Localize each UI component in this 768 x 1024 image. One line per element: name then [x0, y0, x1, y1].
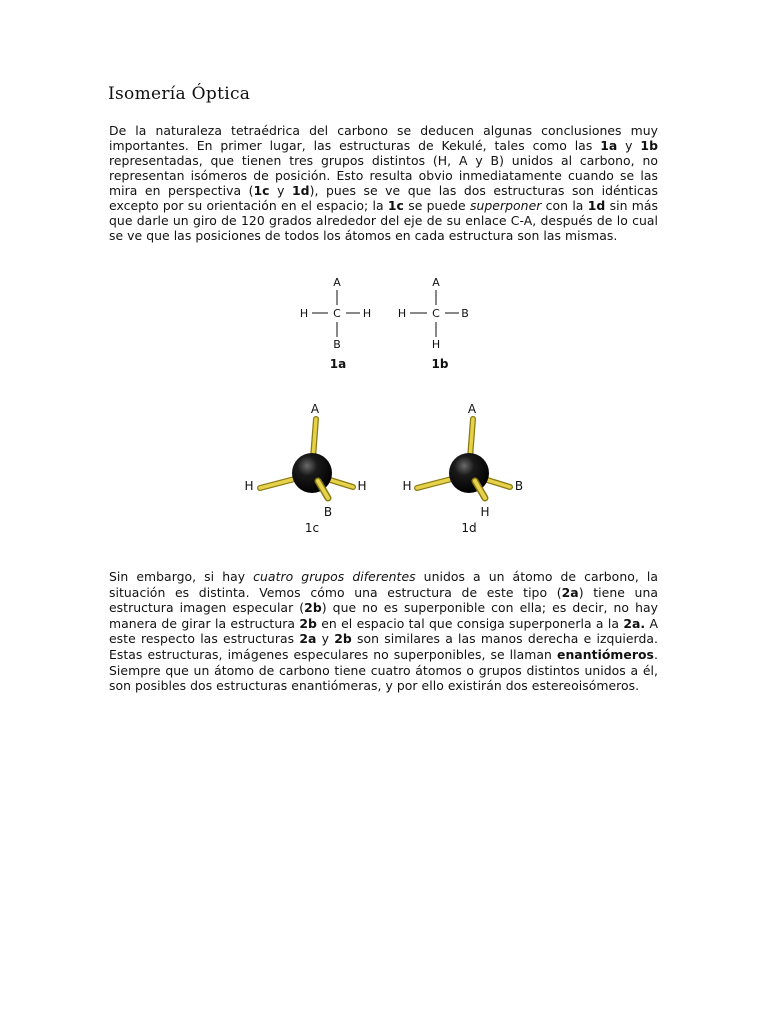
bold-text-run: 1a	[600, 138, 618, 153]
atom-right-label: B	[461, 307, 469, 320]
carbon-atom-ball	[449, 453, 489, 493]
text-run: sin más que darle un giro de 120 grados alrededor del eje de su enlace C-A, después de lo cual se ve que las posiciones de todos los átomos en cada estructura son las mismas.	[109, 198, 658, 243]
atom-right-label: H	[357, 479, 367, 493]
atom-bottom-label: H	[431, 338, 441, 351]
bold-text-run: 1b	[640, 138, 658, 153]
structure-caption: 1b	[431, 357, 449, 371]
bold-text-run: 2b	[304, 600, 322, 616]
page-title: Isomería Óptica	[108, 84, 251, 104]
bold-text-run: 1c	[387, 198, 404, 213]
bold-text-run: 2b	[299, 615, 317, 631]
text-run: Sin embargo, si hay	[109, 569, 254, 584]
text-run: en el espacio tal que consiga superponerla a la	[316, 615, 624, 631]
kekule-structures-figure	[290, 272, 490, 372]
paragraph-intro	[109, 123, 658, 243]
bold-text-run: 2a	[299, 631, 317, 647]
structure-caption: 1d	[461, 521, 477, 535]
atom-left-label: H	[402, 479, 412, 493]
text-run: ) tiene una estructura imagen especular (	[109, 584, 658, 616]
atom-center-label: C	[333, 307, 341, 320]
text-run: se puede	[403, 198, 470, 213]
atom-right-label: B	[514, 479, 524, 493]
text-run: con la	[541, 198, 588, 213]
text-run: y	[316, 631, 335, 647]
structure-1a	[300, 276, 371, 371]
structure-caption: 1c	[304, 521, 320, 535]
carbon-atom-ball	[292, 453, 332, 493]
text-run: y	[269, 183, 292, 198]
atom-center-label: C	[432, 307, 440, 320]
bold-text-run: 2a.	[623, 615, 646, 631]
atom-top-label: A	[432, 276, 440, 289]
text-run: A este respecto las estructuras	[109, 615, 658, 647]
bold-text-run: 1d	[587, 198, 606, 213]
atom-bottom-label: B	[323, 505, 333, 519]
bold-text-run: 1c	[253, 183, 270, 198]
atom-top-label: A	[310, 402, 320, 416]
text-run: y	[617, 138, 641, 153]
text-run: De la naturaleza tetraédrica del carbono se deducen algunas conclusiones muy importantes. En primer lugar, las estructuras de Kekulé, tales como las	[109, 123, 658, 153]
text-run: ) que no es superponible con ella; es decir, no hay manera de girar la estructura	[109, 600, 658, 631]
atom-left-label: H	[397, 307, 407, 320]
text-run: representadas, que tienen tres grupos distintos (H, A y B) unidos al carbono, no representan isómeros de posición. Esto resulta obvio inmediatamente cuando se las mira en perspectiva (	[109, 153, 658, 198]
bold-text-run: 2b	[334, 631, 352, 647]
text-run: ), pues se ve que las dos estructuras son idénticas excepto por su orientación en el espacio; la	[109, 183, 658, 213]
structure-1b	[398, 276, 469, 371]
atom-bottom-label: H	[480, 505, 490, 519]
structure-1d	[402, 402, 523, 535]
text-run: . Siempre que un átomo de carbono tiene cuatro átomos o grupos distintos unidos a él, son posibles dos estructuras enantiómeras, y por ello existirán dos estereoisómeros.	[109, 646, 658, 694]
bold-text-run: 1d	[291, 183, 310, 198]
italic-text-run: superponer	[469, 198, 542, 213]
italic-text-run: cuatro grupos diferentes	[253, 569, 416, 584]
atom-bottom-label: B	[333, 338, 341, 351]
atom-top-label: A	[467, 402, 477, 416]
atom-top-label: A	[333, 276, 341, 289]
text-run: son similares a las manos derecha e izquierda. Estas estructuras, imágenes especulares no superponibles, se llaman	[109, 631, 658, 662]
paragraph-enantiomers	[109, 569, 658, 694]
text-run: unidos a un átomo de carbono, la situación es distinta. Vemos cómo una estructura de este tipo (	[109, 569, 659, 600]
bold-text-run: enantiómeros	[556, 646, 654, 662]
perspective-structures-figure	[230, 395, 540, 540]
structure-1c	[244, 402, 366, 535]
atom-right-label: H	[362, 307, 372, 320]
atom-left-label: H	[299, 307, 309, 320]
structure-caption: 1a	[329, 357, 347, 371]
atom-left-label: H	[244, 479, 254, 493]
bold-text-run: 2a	[561, 584, 579, 600]
